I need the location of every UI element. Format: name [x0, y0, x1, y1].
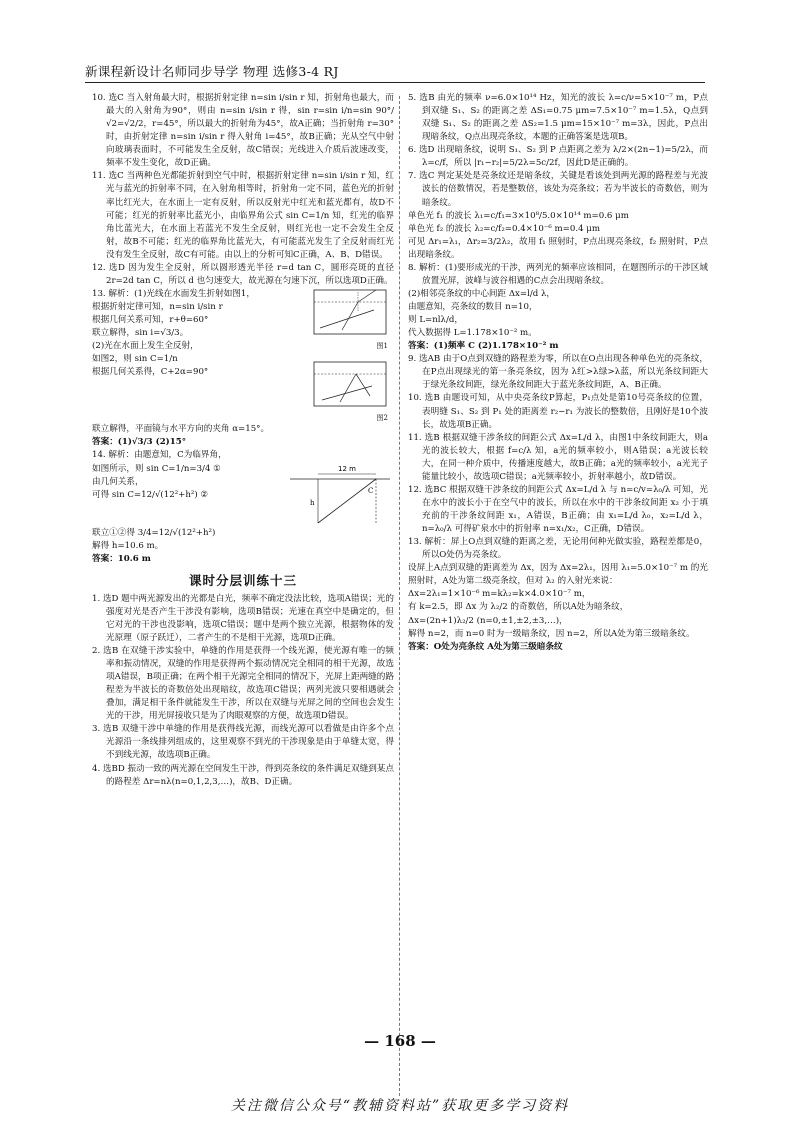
training-answer-11: 11. 选B 根据双缝干涉条纹的间距公式 Δx=L/d λ，由图1中条纹间距大，则a光的波长较大，根据 f=c/λ 知，a光的频率较小，则A错误；a光波长较大，在同一种介质中，传播速度越大，故B正确；a光的频率较小，a光光子能量比较小，故选项C错误；a光频率较小，折射率越小，故D错误。: [408, 432, 708, 482]
answer-13-line8: 联立解得，平面镜与水平方向的夹角 α=15°。: [92, 424, 270, 435]
figure-14-depth-label: h: [310, 498, 315, 507]
answer-13-line6: 如图2，则 sin C=1/n: [92, 354, 178, 365]
answer-13-line5: (2)光在水面上发生全反射，: [92, 341, 199, 352]
training-answer-8-line4: 则 L=nlλ/d，: [408, 315, 463, 326]
figure-2-label: 图2: [376, 413, 388, 422]
answer-10: 10. 选C 当入射角最大时，根据折射定律 n=sin i/sin r 知，折射角也最大，而最大的入射角为90°，则由 n=sin i/sin r 得，sin r=sin i/n=sin 90°/√2=√2/2，r=45°，所以最大的折射角为45°，故A正确；当折射角 r=30°时，由折射定律 n=sin i/sin r 得入射角 i=45°，故B正确；光从空气中射向玻璃表面时，不可能发生全反射，故C错误；光线进入介质后波速改变，频率不发生变化，故D正确。: [92, 93, 394, 169]
answer-14: [92, 463, 394, 527]
training-answer-8-line1: 8. 解析：(1)要形成光的干涉，两列光的频率应该相同，在题图所示的干涉区域放置光屏，波峰与波谷相遇的C点会出现暗条纹。: [408, 262, 708, 286]
header-rule: [85, 82, 705, 83]
figures-13: [312, 288, 394, 423]
training-answer-13-line2: 设屏上A点到双缝的距离差为 Δx，因为 Δx=2λ₁，因用 λ₁=5.0×10⁻⁷ m 的光照射时，A处为第二级亮条纹，但对 λ₂ 的入射光来说：: [408, 563, 708, 587]
training-answer-8-line3: 由题意知，亮条纹的数目 n=10，: [408, 302, 538, 312]
training-answer-1: 1. 选D 题中两光源发出的光都是白光，频率不确定没法比较，选项A错误；光的强度对光是否产生干涉没有影响，选项B错误；光速在真空中是确定的，但它对光的干涉也没影响，选项C错误；题中是两个独立光源，根据物体的发光原理（原子跃迁），二者产生的不是相干光源，选项D正确。: [92, 593, 394, 643]
answer-14-line4: 可得 sin C=12/√(12²+h²) ②: [92, 489, 209, 500]
training-answer-7-line4: 可见 Δr₁=λ₁，Δr₂=3/2λ₂，故用 f₁ 照射时，P点出现亮条纹，f₂ 照射时，P点出现暗条纹。: [408, 236, 708, 260]
answer-14-line1: 14. 解析：由题意知，C为临界角，: [92, 450, 227, 461]
training-answer-2: 2. 选B 在双缝干涉实验中，单缝的作用是获得一个线光源，使光源有唯一的频率和振动情况，双缝的作用是获得两个振动情况完全相同的相干光源，故选项A错误，B项正确；在两个相干光源完全相同的情况下，光屏上距两缝的路程差为半波长的奇数倍处出现暗纹，故选项C错误；两列光波只要相遇就会叠加，满足相干条件就能发生干涉，所以在双缝与光屏之间的空间也会发生光的干涉，用光屏接收只是为了肉眼观察的方便，故选项D错误。: [92, 645, 394, 722]
right-column: [408, 92, 708, 654]
training-answer-9: 9. 选AB 由于O点到双缝的路程差为零，所以在O点出现各种单色光的亮条纹，在P点出现绿光的第一条亮条纹，因为 λ红>λ绿>λ蓝，所以光条纹间距大于绿光条纹间距，绿光条纹间距大于蓝光条纹间距，A、B正确。: [408, 354, 708, 391]
training-answer-8-result: 答案：(1)频率 C (2)1.178×10⁻² m: [408, 341, 559, 352]
training-answer-5: 5. 选B 由光的频率 ν=6.0×10¹⁴ Hz，知光的波长 λ=c/ν=5×10⁻⁷ m，P点到双缝 S₁、S₂ 的距离之差 ΔS₁=0.75 μm=7.5×10⁻⁷ m=1.5λ，Q点到双缝 S₁、S₂ 的距离之差 ΔS₂=1.5 μm=15×10⁻⁷ m=3λ，因此，P点出现暗条纹，Q点出现亮条纹，本题的正确答案是选项B。: [408, 93, 708, 143]
figure-14-width-label: 12 m: [338, 464, 356, 473]
left-column: [92, 92, 394, 789]
answer-14-line5: 联立①②得 3/4=12/√(12²+h²): [92, 527, 216, 538]
answer-14-line2: 如图所示，则 sin C=1/n=3/4 ①: [92, 463, 221, 474]
page-number: — 168 —: [364, 1032, 436, 1050]
answer-14-line6: 解得 h=10.6 m。: [92, 540, 164, 551]
training-answer-13-result: 答案：O处为亮条纹 A处为第三级暗条纹: [408, 641, 563, 652]
answer-12: 12. 选D 因为发生全反射，所以圆形透光半径 r=d tan C，圆形亮斑的直径 2r=2d tan C，所以 d 也匀速变大，故光源在匀速下沉，所以选项D正确。: [92, 262, 394, 286]
page-header: 新课程新设计名师同步导学 物理 选修3-4 RJ: [85, 64, 339, 79]
training-answer-13-line4: 有 k=2.5，即 Δx 为 λ₂/2 的奇数倍，所以A处为暗条纹，: [408, 602, 629, 613]
training-answer-8-line5: 代入数据得 L=1.178×10⁻² m。: [408, 328, 537, 339]
answer-13-line1: 13. 解析：(1)光线在水面发生折射如图1，: [92, 288, 255, 299]
training-answer-10: 10. 选B 由题设可知，从中央亮条纹P算起，P₁点处是第10号亮条纹的位置，表明缝 S₁、S₂ 到 P₁ 处的距离差 r₂−r₁ 为波长的整数倍，且刚好是10个波长，故选项B正确。: [408, 393, 708, 430]
training-answer-7-line3: 单色光 f₂ 的波长 λ₂=c/f₂=0.4×10⁻⁶ m=0.4 μm: [408, 223, 601, 234]
training-answer-3: 3. 选B 双缝干涉中单缝的作用是获得线光源，而线光源可以看做是由许多个点光源沿一条线排列组成的，这里观察不到光的干涉现象是由于单缝太宽，得不到线光源，故选项B正确。: [92, 724, 394, 761]
training-answer-8-line2: (2)相邻亮条纹的中心间距 Δx=l/d λ，: [408, 288, 556, 299]
answer-14-result: 答案：10.6 m: [92, 553, 151, 564]
answer-13-line7: 根据几何关系得，C+2α=90°: [92, 367, 209, 378]
training-answer-6: 6. 选D 出现暗条纹，说明 S₁、S₂ 到 P 点距离之差为 λ/2×(2n−1)=5/2λ，而 λ=c/f，所以 |r₁−r₂|=5/2λ=5c/2f，因此D是正确的。: [408, 145, 708, 169]
answer-14-line3: 由几何关系，: [92, 476, 144, 487]
column-divider: [399, 96, 400, 1096]
training-answer-13-line5: Δx=(2n+1)λ₂/2 (n=0,±1,±2,±3,…)，: [408, 615, 568, 626]
answer-11: 11. 选C 当两种色光都能折射到空气中时，根据折射定律 n=sin i/sin r 知，红光与蓝光的折射率不同，在入射角相等时，折射角一定不同，蓝色光的折射率比红光大，在水面上一定有反射，所以反射光中红光和蓝光都有，故D不可能；红光的折射率比蓝光小，由临界角公式 sin C=1/n 知，红光的临界角比蓝光大，在水面上若蓝光不发生全反射，则红光也一定不会发生全反射，故B不可能；红光的临界角比蓝光大，有可能蓝光发生了全反射而红光没有发生全反射，故C有可能。由以上的分析可知C正确，A、B、D错误。: [92, 171, 394, 260]
section-title: 课时分层训练十三: [188, 572, 297, 588]
training-answer-13-line3: Δx=2λ₁=1×10⁻⁶ m=kλ₂=k×4.0×10⁻⁷ m，: [408, 589, 591, 600]
training-answer-7-line1: 7. 选C 判定某处是亮条纹还是暗条纹，关键是看该处到两光源的路程差与光波波长的倍数情况，若是整数倍，该处为亮条纹；若为半波长的奇数倍，则为暗条纹。: [408, 171, 708, 208]
answer-13-line3: 根据几何关系可知，r+θ=60°: [92, 315, 209, 326]
training-answer-7-line2: 单色光 f₁ 的波长 λ₁=c/f₁=3×10⁸/5.0×10¹⁴ m=0.6 μm: [408, 210, 629, 221]
answer-13-line2: 根据折射定律可知，n=sin i/sin r: [92, 302, 223, 312]
figure-14-diagram: [286, 463, 394, 527]
answer-13: [92, 288, 394, 423]
figure-14-angle-label: C: [368, 486, 374, 495]
training-answer-4: 4. 选BD 振动一致的两光源在空间发生干涉，得到亮条纹的条件满足双缝到某点的路程差 Δr=nλ(n=0,1,2,3,…)，故B、D正确。: [92, 763, 394, 787]
answer-13-result: 答案：(1)√3/3 (2)15°: [92, 437, 186, 448]
answer-13-line4: 联立解得，sin i=√3/3。: [92, 328, 189, 339]
training-answer-13-line1: 13. 解析：屏上O点到双缝的距离之差，无论用何种光做实验，路程差都是0，所以O处仍为亮条纹。: [408, 537, 708, 561]
figure-1-label: 图1: [376, 342, 388, 350]
training-answer-12: 12. 选BC 根据双缝干涉条纹的间距公式 Δx=L/d λ 与 n=c/v=λ₀/λ 可知，光在水中的波长小于在空气中的波长，所以在水中的干涉条纹间距 x₂ 小于填充前的干涉条纹间距 x₁，A错误，B正确；由 x₁=L/d λ₀，x₂=L/d λ，n=λ₀/λ 可得矿泉水中的折射率 n=x₁/x₂，C正确，D错误。: [408, 484, 708, 535]
training-answer-13-line6: 解得 n=2，而 n=0 时为一级暗条纹，因 n=2，所以A处为第三级暗条纹。: [408, 628, 695, 639]
footer-note: 关注微信公众号“教辅资料站”获取更多学习资料: [230, 1098, 570, 1114]
